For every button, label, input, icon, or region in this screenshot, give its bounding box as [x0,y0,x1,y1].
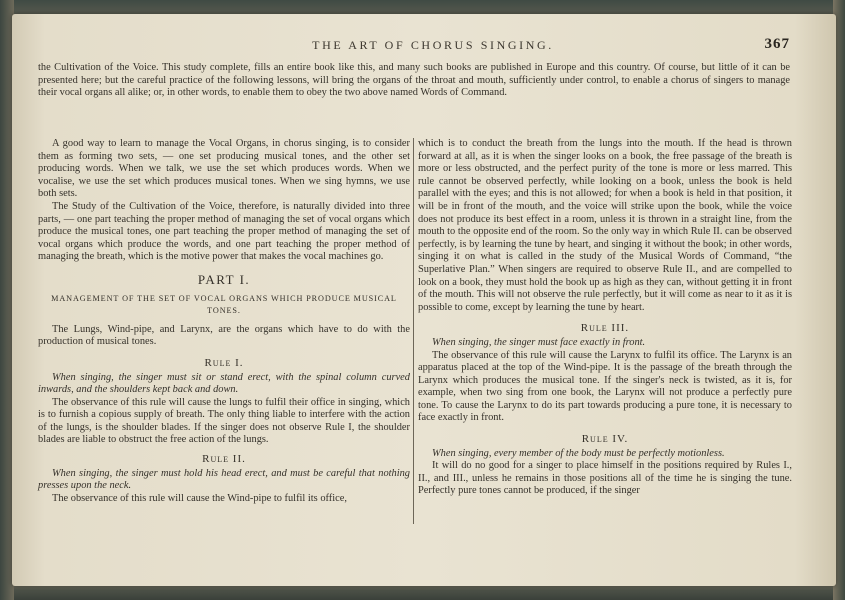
rule-4-heading: Rule IV. [581,433,629,446]
left-paragraph-4: The observance of this rule will cause the lungs to fulfil their office in singing, which is to furnish a copious supply of breath. The only thing liable to interfere with the action of the lungs, is the shoulder blades. If the singer does not observe Rule I, the shoulder blades are liable to obstruct the free action of the lungs. [38,396,410,446]
book-page [12,14,836,586]
running-head [12,38,836,54]
right-paragraph-3: It will do no good for a singer to place himself in the positions required by Rules I., II., and III., unless he remains in those positions all of the time he is singing the tune. Perfectly pure tones cannot be produced, if the singer [418,460,792,497]
intro-paragraph: the Cultivation of the Voice. This study complete, fills an entire book like this, and many such books are published in Europe and this country. Of course, but little of it can be presented here; but the careful practice of the following lessons, will bring the organs of the throat and mouth, sufficiently under control, to enable a chorus of singers to manage their vocal organs all alike; or, in other words, to enable them to obey the two above named Words of Command. [38,62,790,99]
left-column [38,138,410,505]
page-number: 367 [764,36,790,52]
part-subtitle: MANAGEMENT OF THE SET OF VOCAL ORGANS WHICH PRODUCE MUSICAL TONES. [51,293,397,316]
left-paragraph-5: The observance of this rule will cause the Wind-pipe to fulfil its office, [52,492,347,504]
right-column [418,138,792,498]
left-paragraph-1: A good way to learn to manage the Vocal Organs, in chorus singing, is to consider them as forming two sets, — one set producing musical tones, and the other set producing words. When we talk, we use the set which produces words. When we vocalise, we use the set which produces musical tones. When we sing hymns, we use both sets. [38,138,410,200]
rule-4-text: When singing, every member of the body must be perfectly motionless. [432,447,725,459]
rule-2-heading: Rule II. [202,453,246,466]
right-paragraph-1: which is to conduct the breath from the lungs into the mouth. If the head is thrown forward at all, as it is when the singer looks on a book, the free passage of the breath is more or less obstructed, and the perfect purity of the tone is more or less marred. This rule cannot be observed perfectly, while looking on a book, unless the book is held parallel with the eyes; and this is not allowed; for when a book is held in that position, it will be in front of the mouth, and the voice will strike upon the book, while the voice does not produce its best effect in a room, unless it is thrown in a straight line, from the mouth to the opposite end of the room. So the only way in which Rule II. can be observed perfectly, is by learning the tune by heart, and singing it without the book; in other words, singing it on what is called in the study of the Musical Words of Command, “the Superlative Plan.” When singers are required to observe Rule II., and are compelled to look on a book, they must hold the book up as high as they can, without getting it in front of the mouth. This will not observe the rule perfectly, but it will come as near to it as it is possible to come, except by learning the tune by heart. [418,138,792,313]
left-paragraph-2: The Study of the Cultivation of the Voice, therefore, is naturally divided into three parts, — one part teaching the proper method of managing the set of vocal organs which produce the musical tones, one part teaching the proper method of managing the set of vocal organs which produce the words, and one part teaching the proper method of managing the breath, which is the motive power that makes the vocal machines go. [38,200,410,263]
rule-1-heading: Rule I. [204,356,244,369]
rule-3-heading: Rule III. [580,322,630,335]
rule-2-text: When singing, the singer must hold his head erect, and must be careful that nothing presses upon the neck. [38,467,410,492]
column-divider [413,138,414,524]
rule-3-text: When singing, the singer must face exactly in front. [432,336,646,348]
right-paragraph-2: The observance of this rule will cause the Larynx to fulfil its office. The Larynx is an apparatus placed at the top of the Wind-pipe. It is the passage of the breath through the Larynx which produces the musical tone. If the singer's neck is twisted, as it is, for example, when two sing from one book, the Larynx will not produce a perfectly pure tone. To cause the Larynx to do its part towards producing a pure tone, it is necessary to face exactly in front. [418,349,792,424]
part-heading: PART I. [197,271,251,287]
running-title: THE ART OF CHORUS SINGING. [312,38,554,52]
rule-1-text: When singing, the singer must sit or stand erect, with the spinal column curved inwards, and the shoulders kept back and down. [38,371,410,396]
left-paragraph-3: The Lungs, Wind-pipe, and Larynx, are the organs which have to do with the production of musical tones. [38,323,410,348]
